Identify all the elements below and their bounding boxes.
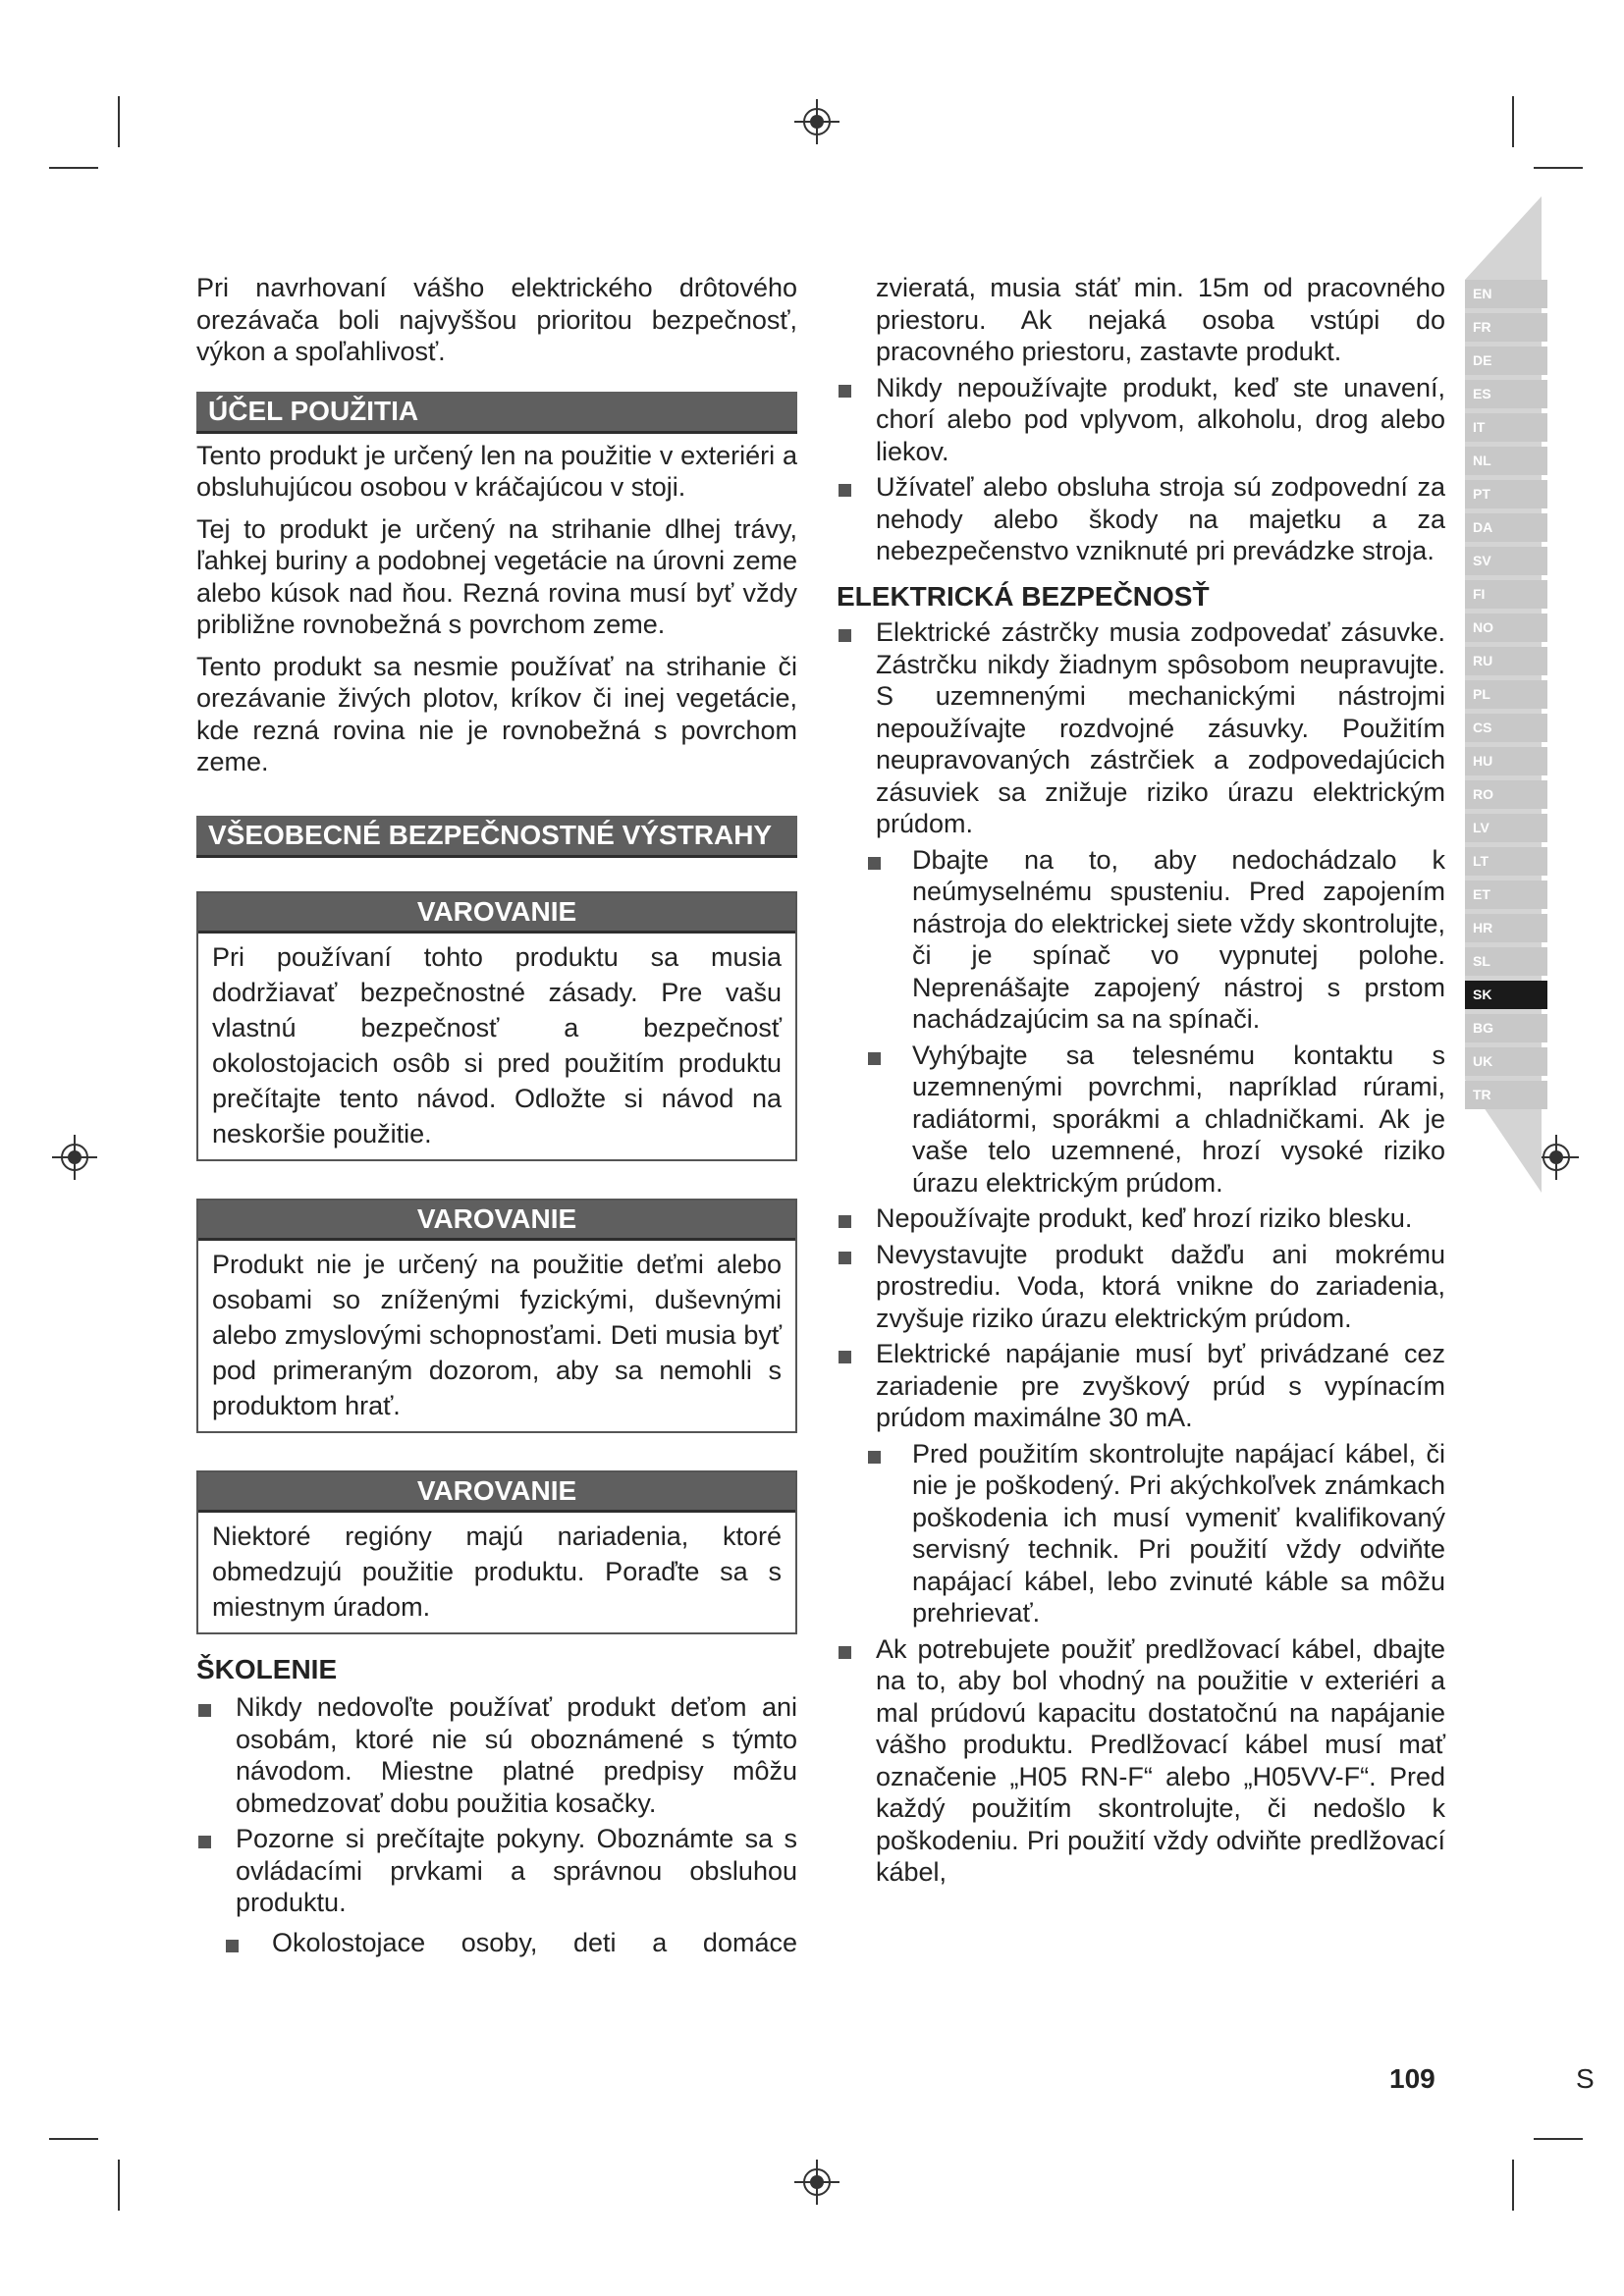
language-tab-no[interactable]: NO (1465, 614, 1547, 642)
edge-letter: S (1576, 2063, 1595, 2094)
bullet-square-icon (839, 1646, 851, 1659)
language-tab-hr[interactable]: HR (1465, 914, 1547, 942)
bullet-square-icon (839, 484, 851, 497)
section-title-general-safety: VŠEOBECNÉ BEZPEČNOSTNÉ VÝSTRAHY (196, 816, 797, 858)
language-tab-sk[interactable]: SK (1465, 981, 1547, 1009)
continued-paragraph: zvieratá, musia stáť min. 15m od pracovného priestoru. Ak nejaká osoba vstúpi do pracovného priestoru, zastavte produkt. (876, 273, 1445, 366)
crop-mark (1512, 96, 1514, 147)
right-column (837, 272, 1445, 1893)
bullet-square-icon (839, 629, 851, 642)
section-title-electrical-safety: ELEKTRICKÁ BEZPEČNOSŤ (837, 580, 1210, 612)
list-item: Elektrické napájanie musí byť privádzané cez zariadenie pre zvyškový prúd s vypínacím prúdom maximálne 30 mA. (837, 1338, 1445, 1434)
crop-mark (1534, 167, 1583, 169)
language-tab-it[interactable]: IT (1465, 413, 1547, 442)
intro-paragraph: Pri navrhovaní vášho elektrického drôtového orezávača boli najvyššou prioritou bezpečnosť, výkon a spoľahlivosť. (196, 273, 797, 366)
language-tab-de[interactable]: DE (1465, 347, 1547, 375)
language-tab-tr[interactable]: TR (1465, 1081, 1547, 1109)
list-item: Elektrické zástrčky musia zodpovedať zásuvke. Zástrčku nikdy žiadnym spôsobom neupravujte. S uzemnenými mechanickými nástrojmi nepoužívajte rozdvojné zásuvky. Použitím neupravovaných zástrčiek a zodpovedajúcich zásuviek sa znižuje riziko úrazu elektrickým prúdom. (837, 616, 1445, 840)
language-tab-pl[interactable]: PL (1465, 680, 1547, 709)
language-tab-lt[interactable]: LT (1465, 847, 1547, 876)
list-item: Ak potrebujete použiť predlžovací kábel, dbajte na to, aby bol vhodný na použitie v exteriéri a mal prúdovú kapacitu dostatočnú na napájanie vášho produktu. Predlžovací kábel musí mať označenie „H05 RN-F“ alebo „H05VV-F“. Pred každý použitím skontrolujte, či nedošlo k poškodeniu. Pri použití vždy odviňte predlžovací kábel, (837, 1633, 1445, 1889)
warning-box (196, 1199, 797, 1433)
language-tab-en[interactable]: EN (1465, 280, 1547, 308)
list-item: Nepoužívajte produkt, keď hrozí riziko blesku. (837, 1202, 1445, 1235)
language-tab-bg[interactable]: BG (1465, 1014, 1547, 1042)
bullet-square-icon (839, 1351, 851, 1363)
bullet-square-icon (868, 857, 881, 870)
language-tab-pt[interactable]: PT (1465, 480, 1547, 508)
section-title-training: ŠKOLENIE (196, 1653, 338, 1684)
crop-mark (49, 167, 98, 169)
sub-list-item: Pred použitím skontrolujte napájací kábel, či nie je poškodený. Pri akýchkoľvek známkach poškodenia ich musí vymeniť kvalifikovaný servisný technik. Pri použití vždy odviňte napájací kábel, lebo zvinuté káble sa môžu prehrievať. (837, 1438, 1445, 1629)
warning-box (196, 1470, 797, 1634)
crop-mark (1534, 2138, 1583, 2140)
language-tab-et[interactable]: ET (1465, 881, 1547, 909)
language-tab-fi[interactable]: FI (1465, 580, 1547, 609)
registration-mark-icon (794, 2160, 839, 2205)
warning-text: Pri používaní tohto produktu sa musia dodržiavať bezpečnostné zásady. Pre vašu vlastnú bezpečnosť a bezpečnosť okolostojacich osôb si pred použitím produktu prečítajte tento návod. Odložte si návod na neskoršie použitie. (212, 941, 782, 1148)
language-tabs (1465, 280, 1547, 1114)
section-title-purpose: ÚČEL POUŽITIA (196, 392, 797, 434)
language-tab-ro[interactable]: RO (1465, 780, 1547, 809)
bullet-square-icon (839, 1252, 851, 1264)
crop-mark (118, 96, 120, 147)
warning-text: Niektoré regióny majú nariadenia, ktoré obmedzujú použitie produktu. Poraďte sa s miestnym úradom. (212, 1521, 782, 1622)
crop-mark (1512, 2160, 1514, 2211)
page-number: 109 (1389, 2063, 1435, 2094)
crop-mark (49, 2138, 98, 2140)
bullet-square-icon (868, 1052, 881, 1065)
language-tab-sl[interactable]: SL (1465, 947, 1547, 976)
bullet-square-icon (839, 385, 851, 398)
language-tab-es[interactable]: ES (1465, 380, 1547, 408)
list-item: Užívateľ alebo obsluha stroja sú zodpovední za nehody alebo škody na majetku a za nebezpečenstvo vzniknuté pri prevádzke stroja. (837, 471, 1445, 567)
crop-mark (118, 2160, 120, 2211)
registration-mark-icon (794, 99, 839, 144)
sub-list-item: Okolostojace osoby, deti a domáce (196, 1927, 797, 1959)
bullet-square-icon (198, 1836, 211, 1848)
bullet-square-icon (198, 1704, 211, 1717)
warning-heading: VAROVANIE (198, 1472, 795, 1513)
language-tab-nl[interactable]: NL (1465, 447, 1547, 475)
purpose-paragraph-3: Tento produkt sa nesmie používať na strihanie či orezávanie živých plotov, kríkov či inej vegetácie, kde rezná rovina nie je rovnobežná s povrchom zeme. (196, 651, 797, 776)
list-item: Nikdy nedovoľte používať produkt deťom ani osobám, ktoré nie sú oboznámené s týmto návodom. Miestne platné predpisy môžu obmedzovať dobu použitia kosačky. (196, 1691, 797, 1819)
bullet-square-icon (226, 1940, 239, 1952)
language-tab-da[interactable]: DA (1465, 513, 1547, 542)
language-tab-ru[interactable]: RU (1465, 647, 1547, 675)
language-tab-cs[interactable]: CS (1465, 714, 1547, 742)
left-column (196, 272, 797, 1962)
list-item: Pozorne si prečítajte pokyny. Oboznámte sa s ovládacími prvkami a správnou obsluhou produktu. (196, 1823, 797, 1919)
warning-heading: VAROVANIE (198, 893, 795, 934)
language-tab-fr[interactable]: FR (1465, 313, 1547, 342)
warning-text: Produkt nie je určený na použitie deťmi alebo osobami so zníženými fyzickými, duševnými alebo zmyslovými schopnosťami. Deti musia byť pod primeraným dozorom, aby sa nemohli s produktom hrať. (212, 1249, 782, 1420)
purpose-paragraph-2: Tej to produkt je určený na strihanie dlhej trávy, ľahkej buriny a podobnej vegetácie na úrovni zeme alebo kúsok nad ňou. Rezná rovina musí byť vždy približne rovnobežná s povrchom zeme. (196, 513, 797, 639)
list-item: Nevystavujte produkt dažďu ani mokrému prostrediu. Voda, ktorá vnikne do zariadenia, zvyšuje riziko úrazu elektrickým prúdom. (837, 1239, 1445, 1335)
language-tab-lv[interactable]: LV (1465, 814, 1547, 842)
language-tab-uk[interactable]: UK (1465, 1047, 1547, 1076)
sub-list-item: Vyhýbajte sa telesnému kontaktu s uzemnenými povrchmi, napríklad rúrami, radiátormi, sporákmi a chladničkami. Ak je vaše telo uzemnené, hrozí vysoké riziko úrazu elektrickým prúdom. (837, 1040, 1445, 1200)
bullet-square-icon (839, 1215, 851, 1228)
warning-heading: VAROVANIE (198, 1201, 795, 1241)
language-tab-sv[interactable]: SV (1465, 547, 1547, 575)
language-tab-hu[interactable]: HU (1465, 747, 1547, 775)
warning-box (196, 891, 797, 1161)
purpose-paragraph-1: Tento produkt je určený len na použitie v exteriéri a obsluhujúcou osobou v kráčajúcou v stoji. (196, 440, 797, 502)
bullet-square-icon (868, 1451, 881, 1464)
list-item: Nikdy nepoužívajte produkt, keď ste unavení, chorí alebo pod vplyvom, alkoholu, drog alebo liekov. (837, 372, 1445, 468)
registration-mark-icon (52, 1135, 97, 1180)
sub-list-item: Dbajte na to, aby nedochádzalo k neúmyselnému spusteniu. Pred zapojením nástroja do elektrickej siete vždy skontrolujte, či je spínač vo vypnutej polohe. Neprenášajte zapojený nástroj s prstom nachádzajúcim sa na spínači. (837, 844, 1445, 1036)
